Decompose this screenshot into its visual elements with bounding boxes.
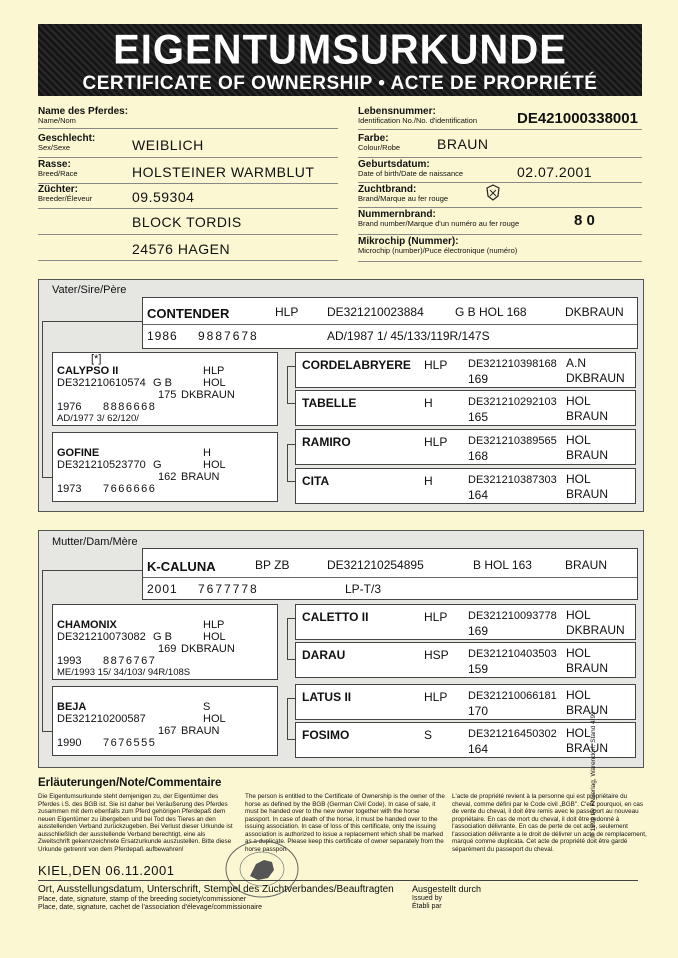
publisher-print: © 1999 by FNverlag, Warendorf, Stand 4/99 (590, 711, 597, 838)
sire-gg-name: CITA (302, 474, 330, 488)
dam-gg-breed: HOL (566, 608, 591, 622)
signature-label: Ort, Ausstellungsdatum, Unterschrift, Stempel des Zuchtverbandes/Beauftragten (38, 884, 394, 895)
sire-section-label: Vater/Sire/Père (52, 284, 127, 296)
sire-gg-breed: HOL (566, 433, 591, 447)
dam-gg-name: FOSIMO (302, 728, 350, 742)
dam-great-grandparent-box (295, 684, 636, 720)
sire-gg-nr: DE321210389565 (468, 435, 557, 447)
sire-gg-breed: HOL (566, 472, 591, 486)
certificate-subtitle: CERTIFICATE OF OWNERSHIP • ACTE DE PROPRIÉTÉ (82, 73, 598, 94)
dam-gg-breed: HOL (566, 646, 591, 660)
breed-label: Rasse: Breed/Race (38, 159, 78, 178)
sire-gg-size: 168 (468, 449, 489, 463)
sire-gg-colour: BRAUN (566, 409, 609, 423)
dam-gg-name: DARAU (302, 648, 346, 662)
sire-gg-name: TABELLE (302, 396, 357, 410)
sire-gg-colour: BRAUN (566, 487, 609, 501)
sire-gg-code: H (424, 474, 433, 488)
dam-gg-size: 169 (468, 624, 489, 638)
dam-gg-nr: DE321210093778 (468, 610, 557, 622)
place-date: KIEL,DEN 06.11.2001 (38, 863, 175, 878)
dam-great-grandparent-box (295, 722, 636, 758)
notes-french: L'acte de propriété revient à la personne qui est propriétaire du cheval, comme défini par le Code civil „BGB". C'est pourquoi, en cas de vente du cheval, il doit être remis avec le passeport au nouveau propriétaire. En cas de mort du cheval, il doit être redonné à l'association délivrante. En cas de perte de cet acte, seulement l'association délivrante a le droit de délivrer un acte de remplacement, marqué comme duplicata. Cet acte de propriété doit être gardé séparément du passeport du cheval. (452, 793, 647, 853)
dam-great-grandparent-box (295, 604, 636, 640)
life-number-value: DE421000338001 (517, 110, 638, 127)
sire-gg-breed: A.N (566, 356, 587, 370)
sire-gg-colour: DKBRAUN (566, 371, 625, 385)
breeder-name: BLOCK TORDIS (132, 214, 242, 230)
dob-value: 02.07.2001 (517, 164, 593, 180)
dam-gg-colour: BRAUN (566, 661, 609, 675)
sire-great-grandparent-box (295, 390, 636, 426)
notes-german: Die Eigentumsurkunde steht demjenigen zu, der Eigentümer des Pferdes i.S. des BGB ist. Sie ist daher bei Veräußerung des Pferdes zusammen mit dem ebenfalls zum Pferd gehörigen Pferdepaß dem neuen Eigentümer zu übergeben und bei Tod des Tieres an den ausstellenden Verband zurückzugeben. Bei Verlust dieser Urkunde ist ausschließlich der ausstellende Verband berechtigt, eine als Zweitschrift gekennzeichnete Ersatzurkunde auszustellen. Bitte diese Urkunde getrennt von dem Pferdepaß aufbewahren! (38, 793, 233, 853)
certificate-header (38, 24, 642, 96)
sire-great-grandparent-box (295, 468, 636, 504)
dam-number: DE321210254895 (327, 558, 424, 572)
dam-sire-box: CHAMONIX HLP DE321210073082 G B HOL 169 DKBRAUN 1993 8876767 ME/1993 15/ 34/103/ 94R/108S (52, 604, 278, 680)
issued-by-label: Ausgestellt durch (412, 884, 482, 894)
dam-gg-size: 159 (468, 662, 489, 676)
brand-label: Zuchtbrand: Brand/Marque au fer rouge (358, 184, 449, 203)
sire-name: CONTENDER (147, 306, 230, 321)
sire-gg-name: RAMIRO (302, 435, 351, 449)
sex-label: Geschlecht: Sex/Sexe (38, 133, 96, 152)
life-number-label: Lebensnummer: Identification No./No. d'identification (358, 106, 478, 125)
notes-english: The person is entitled to the Certificate of Ownership is the owner of the horse as defined by the BGB (German Civil Code). In case of sale, it must be handed over to the new owner together with the horse passport. In case of death of the horse, it must be handed over to the issuing association. In case of loss of this certificate, only the issuing association is authorized to issue a replacement which shall be marked as a duplicate. Please keep this certificate of owner separately from the horse passport (245, 793, 445, 853)
dam-gg-breed: HOL (566, 726, 591, 740)
brand-number-value: 8 0 (574, 212, 595, 229)
dam-gg-colour: DKBRAUN (566, 623, 625, 637)
breeder-city: 24576 HAGEN (132, 241, 231, 257)
sire-dam-box: GOFINE H DE321210523770 G HOL 162 BRAUN 1973 7666666 (52, 432, 278, 502)
sire-gg-colour: BRAUN (566, 448, 609, 462)
sire-gg-nr: DE321210387303 (468, 474, 557, 486)
dam-great-grandparent-box (295, 642, 636, 678)
sire-gg-code: HLP (424, 435, 448, 449)
breed-value: HOLSTEINER WARMBLUT (132, 164, 315, 180)
dam-gg-breed: HOL (566, 688, 591, 702)
sire-gg-code: H (424, 396, 433, 410)
sire-gg-size: 165 (468, 410, 489, 424)
dam-gg-name: LATUS II (302, 690, 352, 704)
sire-gg-nr: DE321210292103 (468, 396, 557, 408)
dam-gg-colour: BRAUN (566, 741, 609, 755)
sex-value: WEIBLICH (132, 137, 204, 153)
dam-gg-size: 164 (468, 742, 489, 756)
dam-gg-code: S (424, 728, 433, 742)
dam-gg-code: HLP (424, 610, 448, 624)
notes-label: Erläuterungen/Note/Commentaire (38, 777, 222, 789)
dam-gg-code: HSP (424, 648, 449, 662)
dam-name: K-CALUNA (147, 559, 216, 574)
sire-sire-box: [*] CALYPSO II HLP DE321210610574 G B HOL 175 DKBRAUN 1976 8886668 AD/1977 3/ 62/120/ (52, 352, 278, 426)
brand-number-label: Nummernbrand: Brand number/Marque d'un numéro au fer rouge (358, 209, 520, 228)
horse-name-label: Name des Pferdes: Name/Nom (38, 106, 129, 125)
sire-gg-name: CORDELABRYERE (302, 358, 411, 372)
certificate-title: EIGENTUMSURKUNDE (113, 26, 567, 74)
colour-label: Farbe: Colour/Robe (358, 133, 401, 152)
microchip-label: Mikrochip (Nummer): Microchip (number)/Puce électronique (numéro) (358, 236, 518, 255)
sire-gg-nr: DE321210398168 (468, 358, 557, 370)
sire-box: CONTENDER HLP DE321210023884 G B HOL 168 DKBRAUN 1986 9887678 AD/1987 1/ 45/133/119R/147S (142, 297, 638, 349)
dam-gg-colour: BRAUN (566, 703, 609, 717)
dam-section-label: Mutter/Dam/Mère (52, 536, 138, 548)
breeder-label: Züchter: Breeder/Éleveur (38, 184, 93, 203)
dam-gg-nr: DE321210066181 (468, 690, 557, 702)
colour-value: BRAUN (437, 136, 489, 152)
dam-gg-name: CALETTO II (302, 610, 369, 624)
breeder-id: 09.59304 (132, 189, 195, 205)
sire-gg-size: 169 (468, 372, 489, 386)
dam-box: K-CALUNA BP ZB DE321210254895 B HOL 163 BRAUN 2001 7677778 LP-T/3 (142, 548, 638, 600)
sire-number: DE321210023884 (327, 305, 424, 319)
sire-great-grandparent-box (295, 352, 636, 388)
dam-gg-size: 170 (468, 704, 489, 718)
holstein-brand-icon (485, 184, 501, 202)
sire-gg-code: HLP (424, 358, 448, 372)
sire-great-grandparent-box (295, 429, 636, 465)
dam-gg-nr: DE321216450302 (468, 728, 557, 740)
dam-dam-box: BEJA S DE321210200587 HOL 167 BRAUN 1990 7676555 (52, 686, 278, 756)
dam-gg-code: HLP (424, 690, 448, 704)
sire-gg-breed: HOL (566, 394, 591, 408)
dob-label: Geburtsdatum: Date of birth/Date de naissance (358, 159, 464, 178)
dam-gg-nr: DE321210403503 (468, 648, 557, 660)
sire-gg-size: 164 (468, 488, 489, 502)
